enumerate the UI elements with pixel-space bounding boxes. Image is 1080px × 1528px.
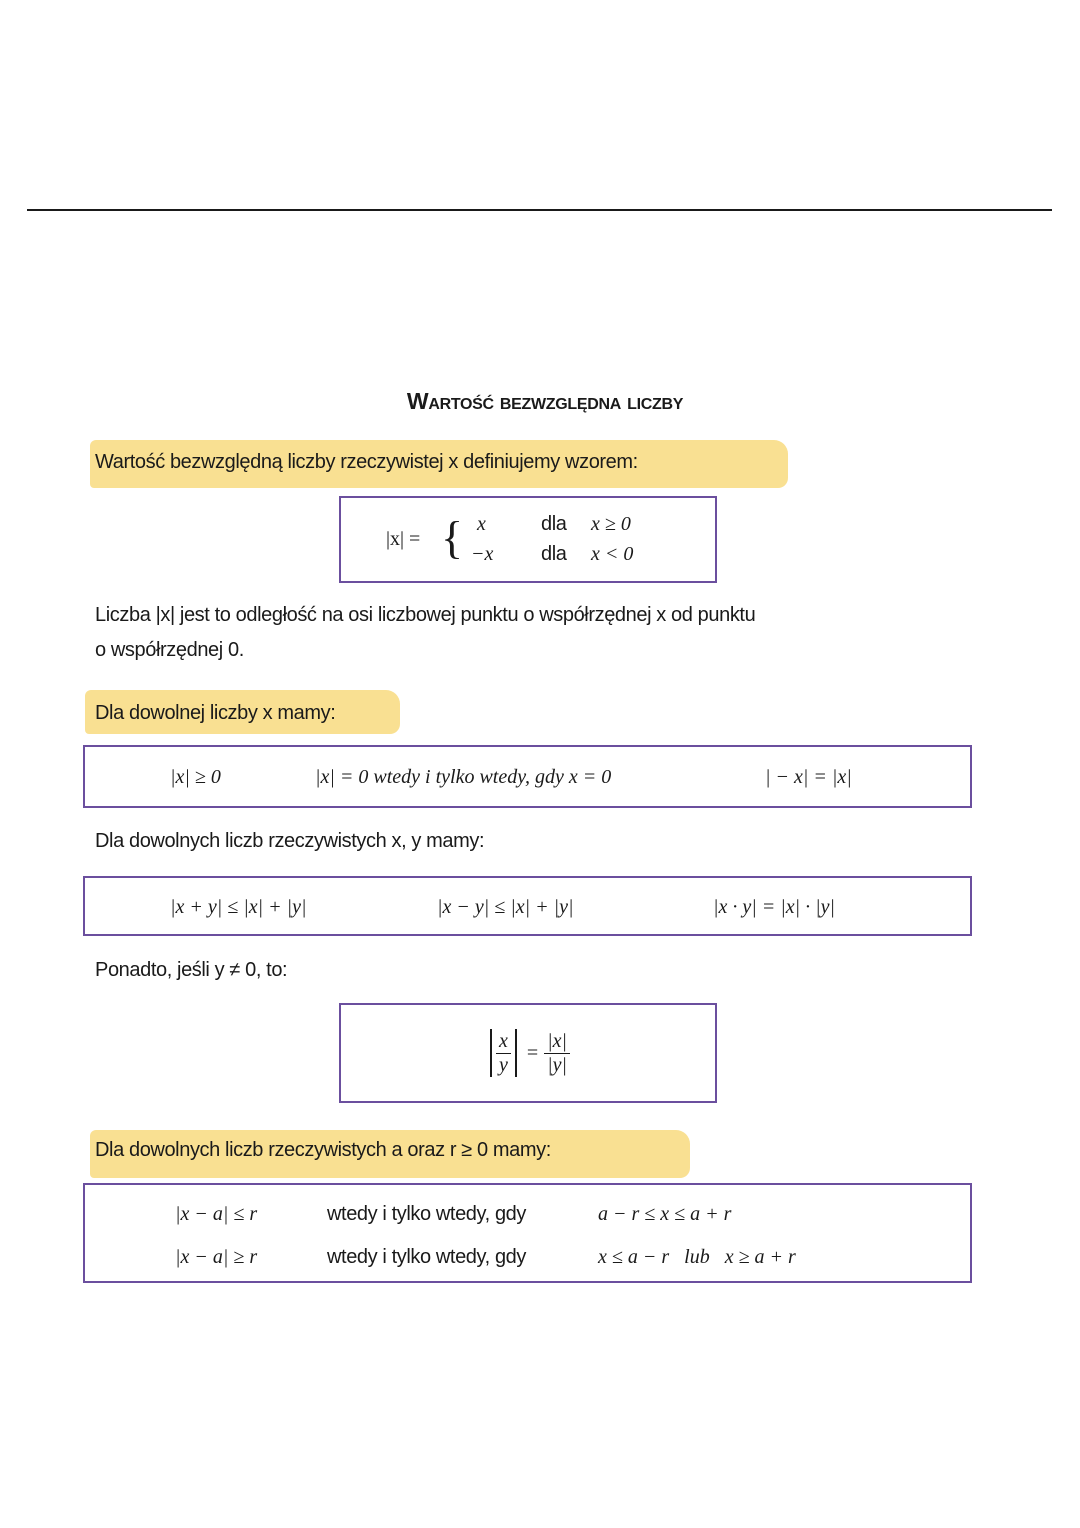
property: |x · y| = |x| · |y| xyxy=(713,896,835,918)
case-cond: x ≥ 0 xyxy=(591,513,631,535)
any-xy-box xyxy=(83,876,972,936)
equals: = xyxy=(526,1042,539,1064)
property: |x| = 0 wtedy i tylko wtedy, gdy x = 0 xyxy=(315,766,612,788)
quotient-box xyxy=(339,1003,717,1103)
property: |x + y| ≤ |x| + |y| xyxy=(170,896,307,918)
page-title: Wartość bezwzględna liczby xyxy=(406,388,684,414)
case-word: dla xyxy=(541,543,567,565)
quotient-intro: Ponadto, jeśli y ≠ 0, to: xyxy=(95,959,288,981)
ar-mid: wtedy i tylko wtedy, gdy xyxy=(327,1203,527,1225)
brace: { xyxy=(441,512,464,563)
ar-box xyxy=(83,1183,972,1283)
ar-lhs: |x − a| ≥ r xyxy=(175,1246,258,1268)
case-value: x xyxy=(477,513,486,535)
distance-text-2: o współrzędnej 0. xyxy=(95,639,244,661)
ar-mid: wtedy i tylko wtedy, gdy xyxy=(327,1246,527,1268)
definition-intro: Wartość bezwzględną liczby rzeczywistej x definiujemy wzorem: xyxy=(95,451,638,473)
definition-lhs: |x| = xyxy=(386,528,421,550)
ar-lhs: |x − a| ≤ r xyxy=(175,1203,258,1225)
case-value: −x xyxy=(471,543,494,565)
any-x-box xyxy=(83,745,972,808)
abs-bar xyxy=(515,1029,517,1077)
fraction: $\frac{|x|}{|y|}$ xyxy=(544,1030,570,1077)
abs-bar xyxy=(490,1029,492,1077)
distance-text-1: Liczba |x| jest to odległość na osi liczbowej punktu o współrzędnej x od punktu xyxy=(95,604,756,626)
ar-rhs: x ≤ a − r lub x ≥ a + r xyxy=(598,1246,796,1268)
fraction: $\frac{x}{y}$ xyxy=(496,1030,511,1077)
any-xy-intro: Dla dowolnych liczb rzeczywistych x, y mamy: xyxy=(95,830,485,852)
ar-intro: Dla dowolnych liczb rzeczywistych a oraz r ≥ 0 mamy: xyxy=(95,1139,551,1161)
property: | − x| = |x| xyxy=(765,766,852,788)
case-cond: x < 0 xyxy=(591,543,634,565)
ar-rhs: a − r ≤ x ≤ a + r xyxy=(598,1203,732,1225)
property: |x| ≥ 0 xyxy=(170,766,221,788)
any-x-intro: Dla dowolnej liczby x mamy: xyxy=(95,702,336,724)
definition-box xyxy=(339,496,717,583)
horizontal-rule xyxy=(27,209,1052,211)
case-word: dla xyxy=(541,513,567,535)
property: |x − y| ≤ |x| + |y| xyxy=(437,896,574,918)
